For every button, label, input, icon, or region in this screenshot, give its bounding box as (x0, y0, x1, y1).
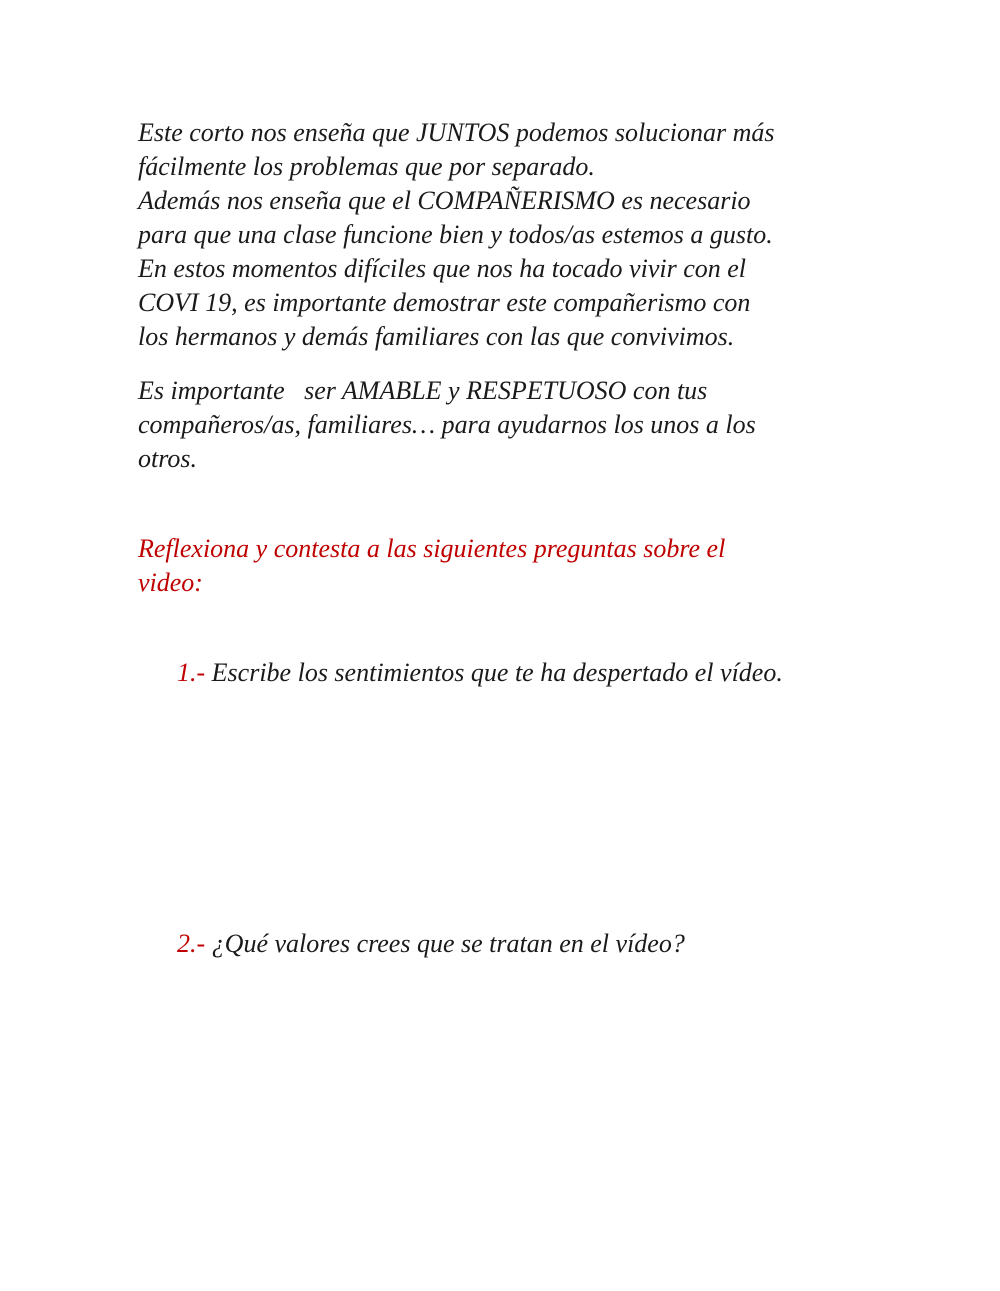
question-text: ¿Qué valores crees que se tratan en el vídeo? (205, 929, 685, 958)
intro-line: En estos momentos difíciles que nos ha tocado vivir con el (138, 254, 747, 283)
advice-line: Es importante ser AMABLE y RESPETUOSO con tus (138, 376, 708, 405)
intro-line: Este corto nos enseña que JUNTOS podemos solucionar más (138, 118, 775, 147)
question-1 (138, 622, 878, 724)
question-2 (138, 893, 878, 995)
question-number: 2.- (177, 929, 206, 958)
question-text: Escribe los sentimientos que te ha despertado el vídeo. (205, 658, 783, 687)
instructions-heading (138, 532, 878, 600)
advice-line: otros. (138, 444, 197, 473)
intro-line: fácilmente los problemas que por separado. (138, 152, 595, 181)
intro-line: los hermanos y demás familiares con las que convivimos. (138, 322, 735, 351)
intro-line: Además nos enseña que el COMPAÑERISMO es necesario (138, 186, 751, 215)
intro-paragraph (138, 116, 878, 354)
advice-line: compañeros/as, familiares… para ayudarnos los unos a los (138, 410, 756, 439)
question-number: 1.- (177, 658, 206, 687)
advice-paragraph (138, 374, 878, 476)
intro-line: para que una clase funcione bien y todos/as estemos a gusto. (138, 220, 773, 249)
intro-line: COVI 19, es importante demostrar este compañerismo con (138, 288, 751, 317)
instructions-line: Reflexiona y contesta a las siguientes preguntas sobre el (138, 534, 726, 563)
instructions-line: video: (138, 568, 203, 597)
